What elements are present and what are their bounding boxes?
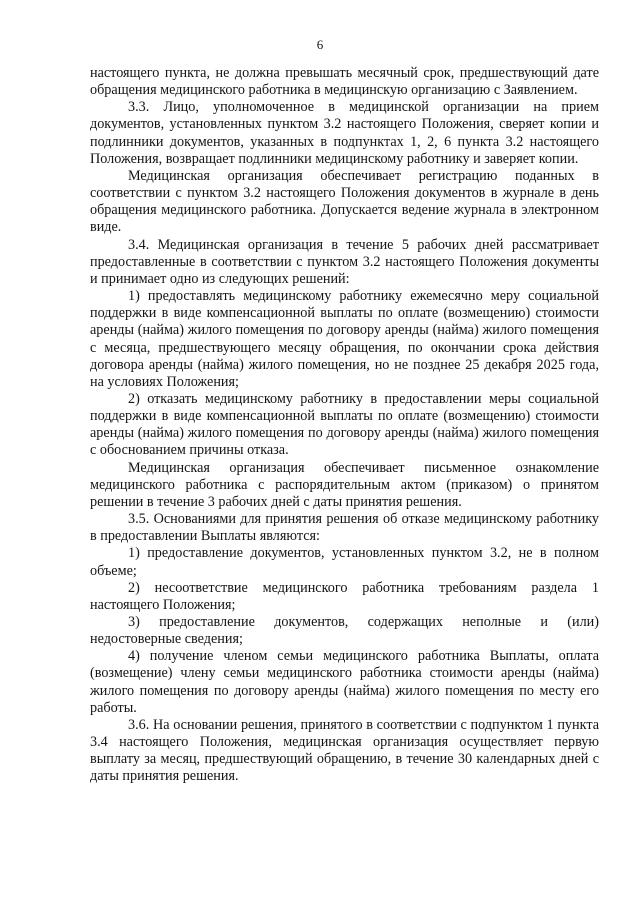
paragraph-3-5: 3.5. Основаниями для принятия решения об отказе медицинскому работнику в предоставлении Выплаты являются:	[90, 511, 599, 545]
document-body	[90, 65, 599, 786]
paragraph-3-5-item-3: 3) предоставление документов, содержащих неполные и (или) недостоверные сведения;	[90, 614, 599, 648]
paragraph-3-4-item-1: 1) предоставлять медицинскому работнику ежемесячно меру социальной поддержки в виде компенсационной выплаты по оплате (возмещению) стоимости аренды (найма) жилого помещения по договору аренды (найма) жилого помещения с месяца, предшествующего месяцу обращения, по окончании срока действия договора аренды (найма) жилого помещения, но не позднее 25 декабря 2025 года, на условиях Положения;	[90, 288, 599, 390]
paragraph-3-5-item-1: 1) предоставление документов, установленных пунктом 3.2, не в полном объеме;	[90, 545, 599, 579]
paragraph-3-4: 3.4. Медицинская организация в течение 5 рабочих дней рассматривает предоставленные в соответствии с пунктом 3.2 настоящего Положения документы и принимает одно из следующих решений:	[90, 236, 599, 287]
paragraph-registration: Медицинская организация обеспечивает регистрацию поданных в соответствии с пунктом 3.2 настоящего Положения документов в журнале в день обращения медицинского работника. Допускается ведение журнала в электронном виде.	[90, 167, 599, 236]
paragraph-notification: Медицинская организация обеспечивает письменное ознакомление медицинского работника с распорядительным актом (приказом) о принятом решении в течение 3 рабочих дней с даты принятия решения.	[90, 459, 599, 510]
paragraph-3-4-item-2: 2) отказать медицинскому работнику в предоставлении меры социальной поддержки в виде компенсационной выплаты по оплате (возмещению) стоимости аренды (найма) жилого помещения по договору аренды (найма) жилого помещения с обоснованием причины отказа.	[90, 390, 599, 459]
paragraph-3-6: 3.6. На основании решения, принятого в соответствии с подпунктом 1 пункта 3.4 настоящего Положения, медицинская организация осуществляет первую выплату за месяц, предшествующий обращению, в течение 30 календарных дней с даты принятия решения.	[90, 716, 599, 785]
paragraph-continuation: настоящего пункта, не должна превышать месячный срок, предшествующий дате обращения медицинского работника в медицинскую организацию с Заявлением.	[90, 65, 599, 99]
paragraph-3-5-item-2: 2) несоответствие медицинского работника требованиям раздела 1 настоящего Положения;	[90, 579, 599, 613]
page-number: 6	[316, 37, 324, 52]
paragraph-3-3: 3.3. Лицо, уполномоченное в медицинской организации на прием документов, установленных пунктом 3.2 настоящего Положения, сверяет копии и подлинники документов, указанных в подпунктах 1, 2, 6 пункта 3.2 настоящего Положения, возвращает подлинники медицинскому работнику и заверяет копии.	[90, 99, 599, 167]
paragraph-3-5-item-4: 4) получение членом семьи медицинского работника Выплаты, оплата (возмещение) члену семьи медицинского работника стоимости аренды (найма) жилого помещения по договору аренды (найма) жилого помещения по месту его работы.	[90, 648, 599, 716]
